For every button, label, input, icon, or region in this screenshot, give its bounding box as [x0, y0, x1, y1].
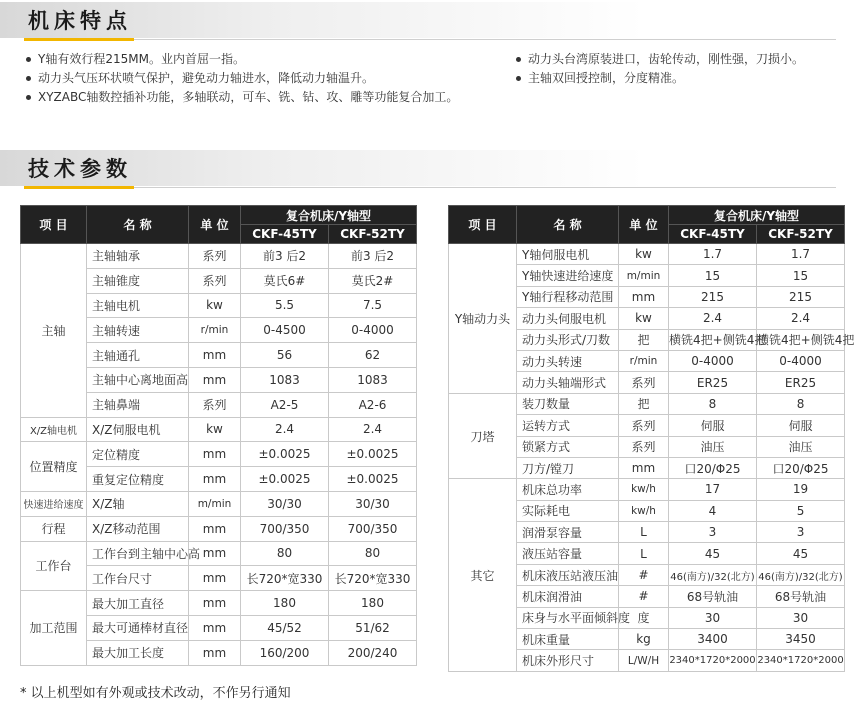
param-name: 动力头形式/刀数: [517, 329, 619, 350]
param-value-model2: 19: [757, 479, 845, 500]
param-unit: kw: [189, 417, 241, 442]
param-unit: #: [619, 586, 669, 607]
param-unit: mm: [189, 640, 241, 665]
table-row: [21, 491, 417, 516]
param-value-model2: ±0.0025: [329, 442, 417, 467]
param-value-model1: ±0.0025: [241, 467, 329, 492]
param-value-model1: 0-4000: [669, 350, 757, 371]
header-model1: CKF-45TY: [669, 225, 757, 244]
param-value-model1: 2.4: [669, 308, 757, 329]
param-name: 主轴电机: [87, 293, 189, 318]
param-value-model1: 1.7: [669, 244, 757, 265]
param-name: 润滑泵容量: [517, 522, 619, 543]
param-value-model2: 莫氏2#: [329, 268, 417, 293]
param-name: 主轴中心离地面高: [87, 367, 189, 392]
param-unit: mm: [189, 442, 241, 467]
param-unit: 系列: [189, 392, 241, 417]
param-value-model2: 62: [329, 343, 417, 368]
param-unit: m/min: [619, 265, 669, 286]
param-value-model1: 4: [669, 500, 757, 521]
group-label: 其它: [449, 479, 517, 672]
param-unit: L/W/H: [619, 650, 669, 671]
param-value-model2: 200/240: [329, 640, 417, 665]
param-name: 机床外形尺寸: [517, 650, 619, 671]
section-title-text: 机床特点: [28, 9, 132, 33]
param-name: Y轴行程移动范围: [517, 286, 619, 307]
header-group: 复合机床/Y轴型: [669, 206, 845, 225]
param-unit: mm: [189, 367, 241, 392]
table-row: [21, 516, 417, 541]
param-unit: r/min: [619, 350, 669, 371]
group-label: 加工范围: [21, 591, 87, 665]
param-value-model2: 180: [329, 591, 417, 616]
param-name: 机床润滑油: [517, 586, 619, 607]
param-value-model2: 油压: [757, 436, 845, 457]
param-value-model1: 45/52: [241, 615, 329, 640]
param-value-model2: ER25: [757, 372, 845, 393]
param-unit: mm: [189, 615, 241, 640]
param-name: 动力头轴端形式: [517, 372, 619, 393]
param-value-model1: ER25: [669, 372, 757, 393]
feature-item: XYZABC轴数控插补功能，多轴联动，可车、铣、钻、攻、雕等功能复合加工。: [26, 88, 458, 107]
param-value-model1: 180: [241, 591, 329, 616]
feature-item: 主轴双回授控制，分度精准。: [516, 69, 804, 88]
param-name: X/Z轴: [87, 491, 189, 516]
param-name: 机床液压站液压油: [517, 564, 619, 585]
header-unit: 单 位: [189, 206, 241, 244]
header-group: 复合机床/Y轴型: [241, 206, 417, 225]
param-unit: kw: [619, 308, 669, 329]
param-value-model1: 8: [669, 393, 757, 414]
param-name: 重复定位精度: [87, 467, 189, 492]
param-name: 工作台到主轴中心高: [87, 541, 189, 566]
param-value-model2: 215: [757, 286, 845, 307]
param-unit: 系列: [619, 436, 669, 457]
param-value-model1: 160/200: [241, 640, 329, 665]
header-model2: CKF-52TY: [329, 225, 417, 244]
param-unit: mm: [189, 591, 241, 616]
param-unit: mm: [189, 343, 241, 368]
param-value-model1: A2-5: [241, 392, 329, 417]
param-value-model2: 46(南方)/32(北方): [757, 564, 845, 585]
param-value-model2: 前3 后2: [329, 244, 417, 269]
param-name: 机床总功率: [517, 479, 619, 500]
param-value-model2: 3450: [757, 629, 845, 650]
header-name: 名 称: [87, 206, 189, 244]
param-name: 床身与水平面倾斜度: [517, 607, 619, 628]
header-model1: CKF-45TY: [241, 225, 329, 244]
param-unit: 系列: [189, 268, 241, 293]
param-value-model2: 1083: [329, 367, 417, 392]
group-label: 位置精度: [21, 442, 87, 492]
table-row: [21, 244, 417, 269]
param-value-model1: 46(南方)/32(北方): [669, 564, 757, 585]
param-value-model2: 8: [757, 393, 845, 414]
header-item: 项 目: [21, 206, 87, 244]
param-unit: m/min: [189, 491, 241, 516]
param-value-model1: 68号轨油: [669, 586, 757, 607]
param-name: 实际耗电: [517, 500, 619, 521]
param-name: 锁紧方式: [517, 436, 619, 457]
param-value-model2: 3: [757, 522, 845, 543]
param-unit: kw: [189, 293, 241, 318]
param-name: 最大可通棒材直径: [87, 615, 189, 640]
group-label: 刀塔: [449, 393, 517, 479]
param-value-model1: 0-4500: [241, 318, 329, 343]
param-name: Y轴快速进给速度: [517, 265, 619, 286]
param-value-model1: 17: [669, 479, 757, 500]
param-value-model1: 15: [669, 265, 757, 286]
param-name: 主轴通孔: [87, 343, 189, 368]
spec-table-left: [20, 205, 417, 666]
param-value-model2: 30/30: [329, 491, 417, 516]
feature-item: Y轴有效行程215MM。业内首屈一指。: [26, 50, 458, 69]
table-row: [21, 591, 417, 616]
param-value-model2: 口20/Φ25: [757, 457, 845, 478]
table-row: [21, 442, 417, 467]
header-name: 名 称: [517, 206, 619, 244]
param-name: 液压站容量: [517, 543, 619, 564]
section-title-features: [0, 2, 860, 38]
param-value-model2: 68号轨油: [757, 586, 845, 607]
section-title-text: 技术参数: [28, 157, 132, 181]
param-value-model1: 横铣4把+侧铣4把: [669, 329, 757, 350]
table-row: [449, 244, 845, 265]
param-name: Y轴伺服电机: [517, 244, 619, 265]
param-value-model2: 30: [757, 607, 845, 628]
table-row: [449, 479, 845, 500]
param-unit: r/min: [189, 318, 241, 343]
param-unit: L: [619, 543, 669, 564]
header-item: 项 目: [449, 206, 517, 244]
param-unit: 系列: [619, 372, 669, 393]
param-unit: 把: [619, 329, 669, 350]
title-accent-bar: [24, 186, 134, 189]
title-accent-bar: [24, 38, 134, 41]
param-value-model1: 80: [241, 541, 329, 566]
header-model2: CKF-52TY: [757, 225, 845, 244]
param-value-model1: 30/30: [241, 491, 329, 516]
param-value-model1: 长720*宽330: [241, 566, 329, 591]
param-unit: 系列: [189, 244, 241, 269]
param-unit: mm: [619, 457, 669, 478]
param-value-model1: 2.4: [241, 417, 329, 442]
table-row: [21, 541, 417, 566]
param-value-model2: 长720*宽330: [329, 566, 417, 591]
param-unit: mm: [189, 516, 241, 541]
feature-item: 动力头台湾原装进口，齿轮传动，刚性强，刀损小。: [516, 50, 804, 69]
param-value-model2: 0-4000: [757, 350, 845, 371]
param-unit: kw/h: [619, 479, 669, 500]
param-value-model1: 700/350: [241, 516, 329, 541]
param-name: 定位精度: [87, 442, 189, 467]
group-label: 工作台: [21, 541, 87, 591]
param-value-model2: 1.7: [757, 244, 845, 265]
param-name: 主轴锥度: [87, 268, 189, 293]
param-name: 主轴转速: [87, 318, 189, 343]
param-value-model2: 0-4000: [329, 318, 417, 343]
param-unit: mm: [619, 286, 669, 307]
param-name: 工作台尺寸: [87, 566, 189, 591]
header-unit: 单 位: [619, 206, 669, 244]
param-unit: 把: [619, 393, 669, 414]
footnote: * 以上机型如有外观或技术改动，不作另行通知: [20, 686, 291, 701]
param-name: 运转方式: [517, 415, 619, 436]
param-value-model2: 15: [757, 265, 845, 286]
param-value-model1: 油压: [669, 436, 757, 457]
param-value-model2: 51/62: [329, 615, 417, 640]
feature-item: 动力头气压环状喷气保护，避免动力轴进水，降低动力轴温升。: [26, 69, 458, 88]
param-value-model2: 5: [757, 500, 845, 521]
param-value-model2: 伺服: [757, 415, 845, 436]
param-name: 动力头伺服电机: [517, 308, 619, 329]
group-label: 行程: [21, 516, 87, 541]
param-value-model2: 2.4: [329, 417, 417, 442]
group-label: 快速进给速度: [21, 491, 87, 516]
param-value-model1: 45: [669, 543, 757, 564]
param-value-model1: 56: [241, 343, 329, 368]
param-unit: #: [619, 564, 669, 585]
param-value-model1: ±0.0025: [241, 442, 329, 467]
param-value-model1: 5.5: [241, 293, 329, 318]
param-unit: 度: [619, 607, 669, 628]
param-value-model2: 2.4: [757, 308, 845, 329]
spec-table-right: [448, 205, 855, 672]
param-value-model2: 700/350: [329, 516, 417, 541]
param-value-model2: 7.5: [329, 293, 417, 318]
param-unit: kg: [619, 629, 669, 650]
param-value-model1: 口20/Φ25: [669, 457, 757, 478]
param-value-model2: 2340*1720*2000: [757, 650, 845, 671]
param-unit: mm: [189, 467, 241, 492]
param-name: 主轴鼻端: [87, 392, 189, 417]
param-value-model1: 3400: [669, 629, 757, 650]
param-name: 动力头转速: [517, 350, 619, 371]
param-name: 刀方/镗刀: [517, 457, 619, 478]
param-name: 最大加工直径: [87, 591, 189, 616]
param-value-model1: 前3 后2: [241, 244, 329, 269]
param-unit: kw/h: [619, 500, 669, 521]
param-value-model2: 45: [757, 543, 845, 564]
param-value-model2: A2-6: [329, 392, 417, 417]
group-label: X/Z轴电机: [21, 417, 87, 442]
table-row: [21, 417, 417, 442]
param-value-model1: 30: [669, 607, 757, 628]
table-row: [449, 393, 845, 414]
param-unit: 系列: [619, 415, 669, 436]
param-value-model2: 横铣4把+侧铣4把: [757, 329, 845, 350]
param-value-model1: 3: [669, 522, 757, 543]
param-name: X/Z伺服电机: [87, 417, 189, 442]
param-unit: kw: [619, 244, 669, 265]
feature-list-right: [516, 50, 804, 88]
param-value-model1: 215: [669, 286, 757, 307]
param-value-model1: 2340*1720*2000: [669, 650, 757, 671]
param-name: 最大加工长度: [87, 640, 189, 665]
group-label: Y轴动力头: [449, 244, 517, 394]
param-value-model2: ±0.0025: [329, 467, 417, 492]
param-name: 主轴轴承: [87, 244, 189, 269]
feature-list-left: [26, 50, 458, 107]
section-title-specs: [0, 150, 860, 186]
param-unit: mm: [189, 566, 241, 591]
param-name: 装刀数量: [517, 393, 619, 414]
param-name: X/Z移动范围: [87, 516, 189, 541]
param-unit: mm: [189, 541, 241, 566]
group-label: 主轴: [21, 244, 87, 418]
param-value-model2: 80: [329, 541, 417, 566]
param-value-model1: 莫氏6#: [241, 268, 329, 293]
param-unit: L: [619, 522, 669, 543]
param-value-model1: 1083: [241, 367, 329, 392]
param-value-model1: 伺服: [669, 415, 757, 436]
param-name: 机床重量: [517, 629, 619, 650]
